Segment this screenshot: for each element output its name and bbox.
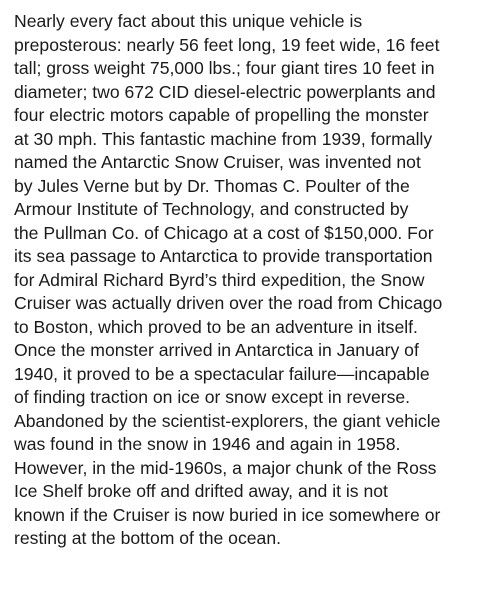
text-line: tall; gross weight 75,000 lbs.; four giant tires 10 feet in xyxy=(14,58,435,78)
text-line: for Admiral Richard Byrd’s third expedition, the Snow xyxy=(14,269,425,290)
text-line: known if the Cruiser is now buried in ice somewhere or xyxy=(14,504,441,525)
text-line: Abandoned by the scientist-explorers, the giant vehicle xyxy=(14,410,441,431)
text-line: at 30 mph. This fantastic machine from 1939, formally xyxy=(14,128,433,149)
text-line: its sea passage to Antarctica to provide transportation xyxy=(14,246,433,266)
text-line: resting at the bottom of the ocean. xyxy=(14,528,282,548)
text-line: However, in the mid-1960s, a major chunk of the Ross xyxy=(14,457,437,478)
text-line: to Boston, which proved to be an adventure in itself. xyxy=(14,316,418,337)
text-line: the Pullman Co. of Chicago at a cost of $150,000. For xyxy=(14,222,434,243)
text-line: preposterous: nearly 56 feet long, 19 feet wide, 16 feet xyxy=(14,34,440,55)
text-line: was found in the snow in 1946 and again in 1958. xyxy=(14,434,401,454)
text-line: Armour Institute of Technology, and constructed by xyxy=(14,199,409,219)
text-line: 1940, it proved to be a spectacular failure—incapable xyxy=(14,363,430,384)
text-line: by Jules Verne but by Dr. Thomas C. Poulter of the xyxy=(14,175,410,196)
text-line: of finding traction on ice or snow except in reverse. xyxy=(14,387,411,407)
text-line: diameter; two 672 CID diesel-electric powerplants and xyxy=(14,81,436,102)
text-line: Cruiser was actually driven over the road from Chicago xyxy=(14,293,443,313)
text-line: four electric motors capable of propelling the monster xyxy=(14,105,429,125)
text-line: named the Antarctic Snow Cruiser, was invented not xyxy=(14,152,421,172)
text-line: Once the monster arrived in Antarctica in January of xyxy=(14,340,419,360)
article-text xyxy=(14,10,492,551)
text-line: Nearly every fact about this unique vehicle is xyxy=(14,11,363,31)
text-line: Ice Shelf broke off and drifted away, and it is not xyxy=(14,481,388,501)
